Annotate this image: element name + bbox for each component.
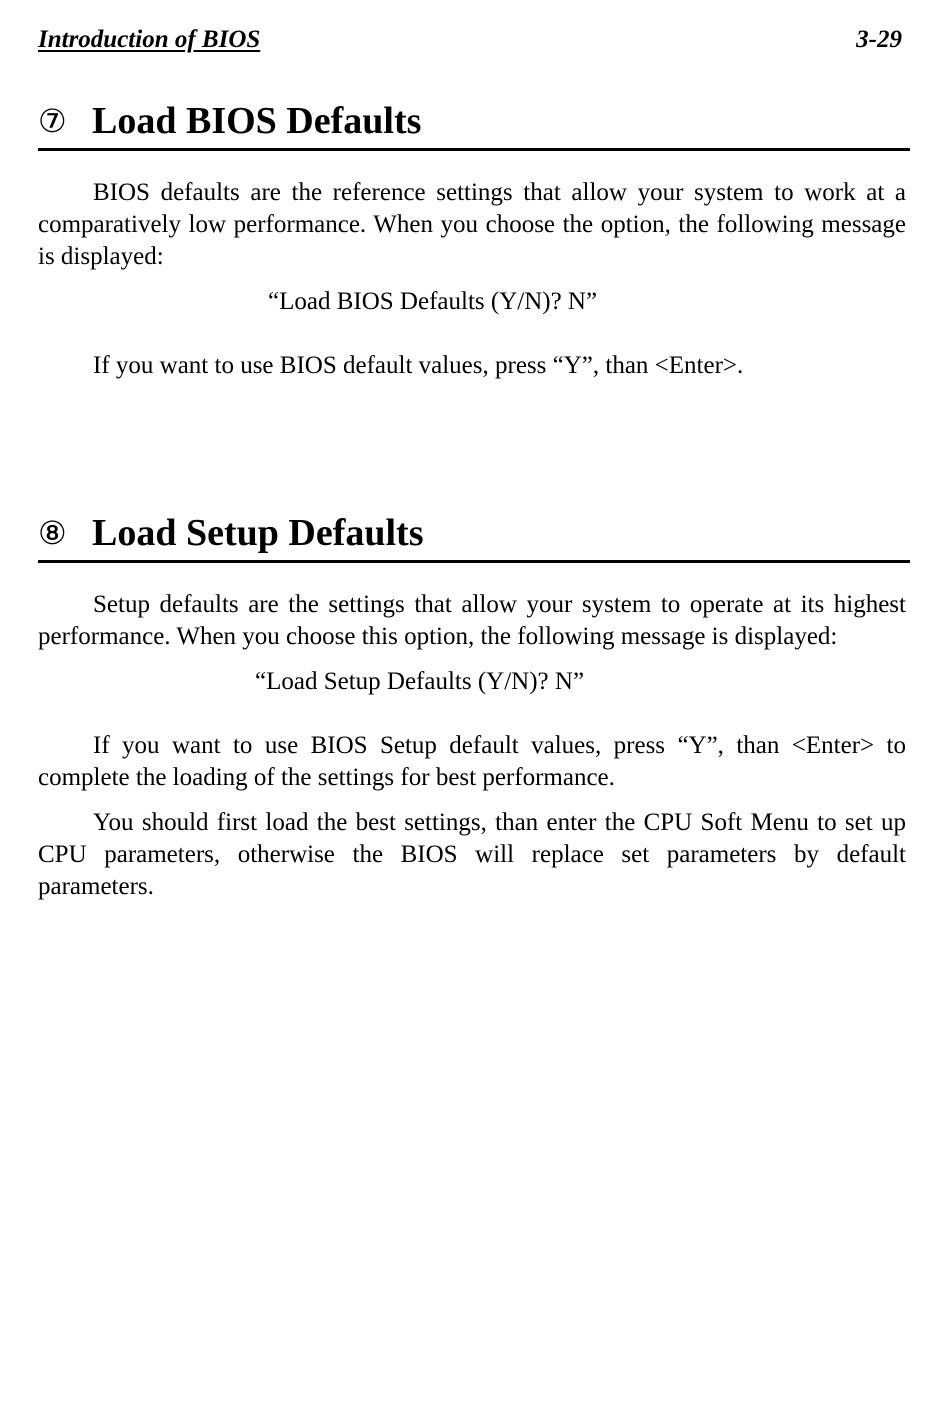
- prompt-message: “Load Setup Defaults (Y/N)? N”: [255, 668, 585, 695]
- section-paragraph: Setup defaults are the settings that allow your system to operate at its highest performance. When you choose this option, the following message is displayed:: [38, 591, 906, 650]
- section-load-bios-defaults: [38, 94, 910, 382]
- chapter-title: Introduction of BIOS: [38, 26, 261, 53]
- section-paragraph: If you want to use BIOS Setup default values, press “Y”, than <Enter> to complete the loading of the settings for best performance.: [38, 732, 906, 791]
- section-paragraph: BIOS defaults are the reference settings that allow your system to work at a comparatively low performance. When you choose the option, the following message is displayed:: [38, 179, 906, 270]
- section-heading: [38, 94, 910, 151]
- section-paragraph: You should first load the best settings, than enter the CPU Soft Menu to set up CPU parameters, otherwise the BIOS will replace set parameters by default parameters.: [38, 809, 906, 900]
- section-title: Load Setup Defaults: [92, 512, 424, 554]
- section-title: Load BIOS Defaults: [92, 100, 422, 142]
- section-load-setup-defaults: [38, 506, 910, 903]
- section-paragraph: If you want to use BIOS default values, press “Y”, than <Enter>.: [93, 352, 744, 379]
- section-number: ⑦: [38, 103, 67, 139]
- page-number: 3-29: [856, 26, 902, 53]
- section-number: ⑧: [38, 515, 67, 551]
- prompt-message: “Load BIOS Defaults (Y/N)? N”: [268, 288, 598, 315]
- section-heading: [38, 506, 910, 563]
